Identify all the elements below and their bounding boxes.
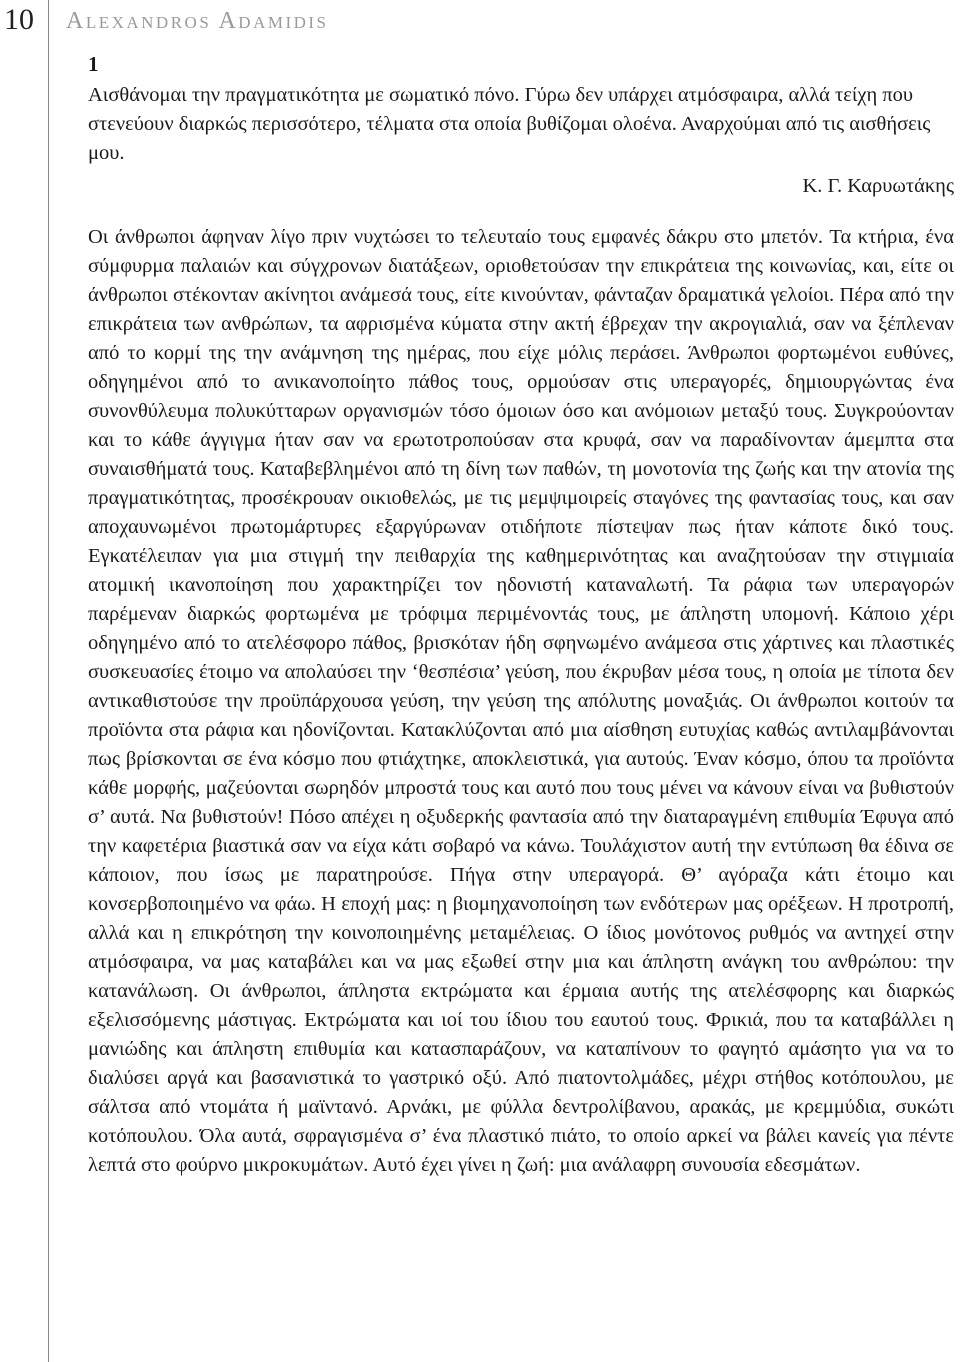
margin-rule: [48, 0, 49, 1362]
body-paragraph: Οι άνθρωποι άφηναν λίγο πριν νυχτώσει το τελευταίο τους εμφανές δάκρυ στο μπετόν. Τα κτήρια, ένα σύμφυρμα παλαιών και σύγχρονων διατάξεων, οριοθετούσαν την επικράτεια της κοινωνίας, και, είτε οι άνθρωποι στέκονταν ακίνητοι ανάμεσά τους, είτε κινούνταν, φάνταζαν δραματικά γελοίοι. Πέρα από την επικράτεια των ανθρώπων, τα αφρισμένα κύματα στην ακτή έβρεχαν την ακρογιαλιά, σαν να ξέπλεναν από το κορμί της την ανάμνηση της ημέρας, που είχε μόλις περάσει. Άνθρωποι φορτωμένοι ευθύνες, οδηγημένοι από το ανικανοποίητο πάθος τους, ορμούσαν στις υπεραγορές, δημιουργώντας ένα συνονθύλευμα πολυκύτταρων οργανισμών τόσο όμοιων όσο και ανόμοιων μεταξύ τους. Συγκρούονταν και το κάθε άγγιγμα ήταν σαν να ερωτοτροπούσαν στα κρυφά, σαν να παραδίνονταν άμεμπτα στα συναισθήματά τους. Καταβεβλημένοι από τη δίνη των παθών, τη μονοτονία της ζωής και την ατονία της πραγματικότητας, προσέκρουαν οικιοθελώς, με τις μεμψιμοιρείς σταγόνες της φαντασίας τους, και σαν αποχαυνωμένοι πρωτομάρτυρες εξαργύρωναν οτιδήποτε πίστεψαν πως ήταν κάποτε δικό τους. Εγκατέλειπαν για μια στιγμή την πειθαρχία της καθημερινότητας και αναζητούσαν την στιγμιαία ατομική ικανοποίηση που χαρακτηρίζει τον ηδονιστή καταναλωτή. Τα ράφια των υπεραγορών παρέμεναν διαρκώς φορτωμένα με τρόφιμα περιμένοντάς τους, με άπληστη υπομονή. Κάποιο χέρι οδηγημένο από το ατελέσφορο πάθος, βρισκόταν ήδη σφηνωμένο ανάμεσα στις χάρτινες και πλαστικές συσκευασίες έτοιμο να απολαύσει την ‘θεσπέσια’ γεύση, που έκρυβαν μέσα τους, η οποία με τίποτα δεν αντικαθιστούσε την προϋπάρχουσα γεύση, την γεύση της απόλυτης μοναξιάς. Οι άνθρωποι κοιτούν τα προϊόντα στα ράφια και ηδονίζονται. Κατακλύζονται από μια αίσθηση ευτυχίας καθώς αντιλαμβάνονται πως βρίσκονται σε ένα κόσμο που φτιάχτηκε, αποκλειστικά, για αυτούς. Έναν κόσμο, όπου τα προϊόντα κάθε μορφής, μαζεύονται σωρηδόν μπροστά τους και αυτό που τους μένει να κάνουν είναι να βυθιστούν σ’ αυτά. Να βυθιστούν! Πόσο απέχει η οξυδερκής φαντασία από την διαταραγμένη επιθυμία Έφυγα από την καφετέρια βιαστικά σαν να είχα κάτι σοβαρό να κάνω. Τουλάχιστον αυτή την εντύπωση θα έδινα σε κάποιον, που ίσως με παρατηρούσε. Πήγα στην υπεραγορά. Θ’ αγόραζα κάτι έτοιμο και κονσερβοποιημένο να φάω. Η εποχή μας: η βιομηχανοποίηση των ενδότερων μας ορέξεων. Η προτροπή, αλλά και η επικρότηση την κοινοποιημένης μεταμέλειας. Ο ίδιος μονότονος ρυθμός να αντηχεί στην ατμόσφαιρα, να μας καταβάλει και να μας εξωθεί στην μια και άπληστη ανάγκη του ανθρώπου: την κατανάλωση. Οι άνθρωποι, άπληστα εκτρώματα και έρμαια αυτής της ατελέσφορης και διαρκώς εξελισσόμενης μάστιγας. Εκτρώματα και ιοί του ίδιου του εαυτού τους. Φρικιά, που τα καταβάλλει η μανιώδης και άπληστη επιθυμία και κατασπαράζουν, να καταπίνουν το φαγητό αμάσητο για να το διαλύσει αργά και βασανιστικά το γαστρικό οξύ. Από πιατοντολμάδες, μέχρι στήθος κοτόπουλου, με σάλτσα από ντομάτα ή μαϊντανό. Αρνάκι, με φύλλα δεντρολίβανου, αρακάς, με κρεμμύδια, συκώτι κοτόπουλου. Όλα αυτά, σφραγισμένα σ’ ένα πλαστικό πιάτο, το οποίο αρκεί να βάλει κανείς για πέντε λεπτά στο φούρνο μικροκυμάτων. Αυτό έχει γίνει η ζωή: μια ανάλαφρη συνουσία εδεσμάτων.: [88, 226, 954, 1176]
running-head-author: Alexandros Adamidis: [66, 8, 329, 34]
page-number: 10: [4, 3, 34, 36]
page-content: [88, 50, 954, 1180]
section-number: 1: [88, 52, 99, 76]
section-spacer: [88, 201, 954, 223]
epigraph-quote: Αισθάνομαι την πραγματικότητα με σωματικό πόνο. Γύρω δεν υπάρχει ατμόσφαιρα, αλλά τείχη που στενεύουν διαρκώς περισσότερο, τέλματα στα οποία βυθίζομαι ολοένα. Αναρχούμαι από τις αισθήσεις μου.: [88, 84, 931, 164]
epigraph-attribution: Κ. Γ. Καρυωτάκης: [802, 175, 954, 197]
